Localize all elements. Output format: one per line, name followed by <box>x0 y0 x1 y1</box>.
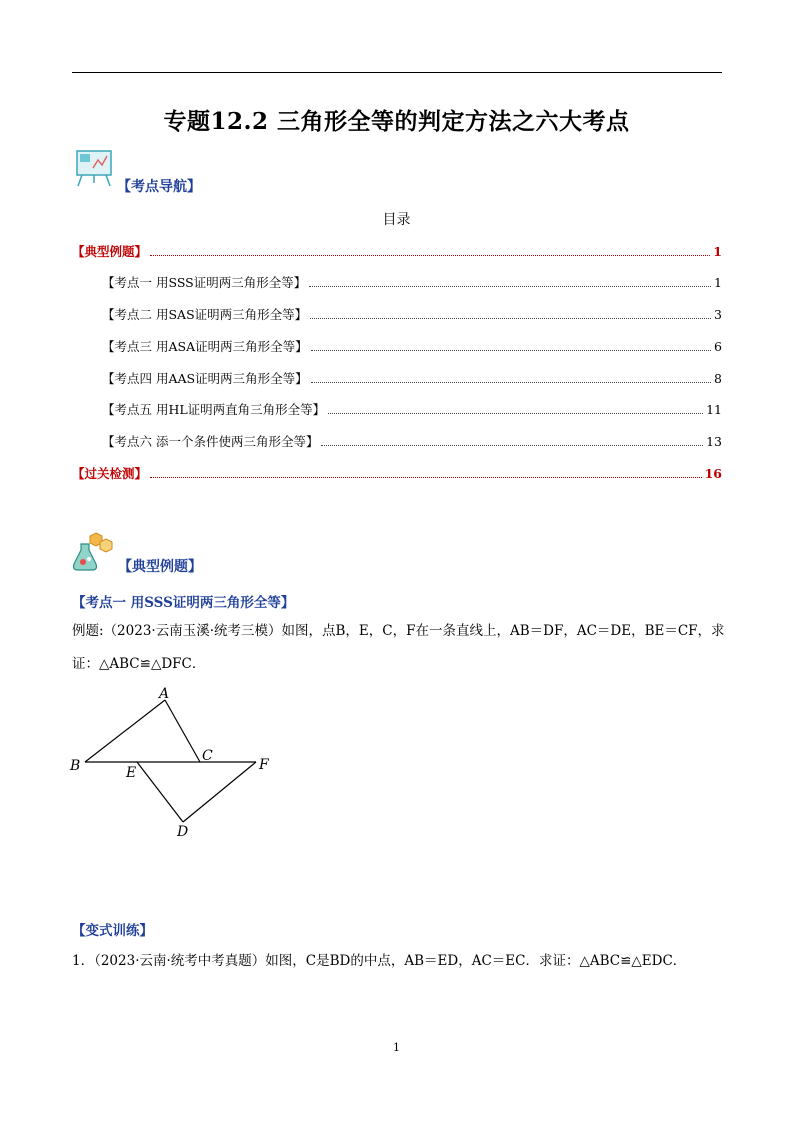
toc-entry-label: 【考点一 用SSS证明两三角形全等】 <box>102 275 307 290</box>
toc-entry-label: 【考点二 用SAS证明两三角形全等】 <box>102 307 308 322</box>
toc-title: 目录 <box>382 212 411 228</box>
toc-entry-page: 6 <box>714 339 722 354</box>
figure-label-d: D <box>177 824 189 840</box>
toc-entry-page: 1 <box>714 275 722 290</box>
flask-icon <box>72 530 116 574</box>
triangle-figure <box>66 682 286 842</box>
toc-leader <box>311 350 711 351</box>
figure-label-e: E <box>126 765 137 781</box>
variant-line-1: 1．（2023·云南·统考中考真题）如图，C是BD的中点，AB＝ED，AC＝EC．求证：△ABC≌△EDC． <box>72 953 687 969</box>
figure-label-c: C <box>202 748 213 764</box>
toc-entry[interactable] <box>72 242 722 260</box>
toc-entry-label: 【考点六 添一个条件使两三角形全等】 <box>102 434 319 449</box>
kaodian-heading: 【考点一 用SSS证明两三角形全等】 <box>72 595 295 611</box>
toc-leader <box>321 445 703 446</box>
toc-leader <box>150 477 702 478</box>
toc-leader <box>311 382 711 383</box>
toc-entry-label: 【考点五 用HL证明两直角三角形全等】 <box>102 402 326 417</box>
toc-entry[interactable] <box>72 464 722 482</box>
toc-entry-label: 【典型例题】 <box>72 244 148 259</box>
toc-entry-page: 1 <box>713 244 722 259</box>
toc-entry-page: 3 <box>714 307 722 322</box>
toc-leader <box>310 318 711 319</box>
toc-entry[interactable] <box>102 432 722 450</box>
example-line-1: 例题:（2023·云南玉溪·统考三模）如图，点B，E，C，F在一条直线上，AB＝DF，AC＝DE，BE＝CF，求 <box>72 623 725 639</box>
toc-entry-label: 【过关检测】 <box>72 466 148 481</box>
toc-leader <box>328 413 703 414</box>
presentation-board-icon <box>74 148 114 188</box>
toc-entry-label: 【考点三 用ASA证明两三角形全等】 <box>102 339 308 354</box>
nav-heading: 【考点导航】 <box>117 179 201 195</box>
toc-leader <box>150 255 710 256</box>
section-heading: 【典型例题】 <box>118 559 202 575</box>
toc-entry[interactable] <box>102 305 722 323</box>
toc-entry-page: 16 <box>704 466 722 481</box>
document-title: 专题12.2 三角形全等的判定方法之六大考点 <box>163 108 630 135</box>
figure-label-a: A <box>159 686 170 702</box>
toc-entry[interactable] <box>102 369 722 387</box>
figure-label-b: B <box>70 758 81 774</box>
toc-entry-page: 13 <box>706 434 722 449</box>
variant-heading: 【变式训练】 <box>72 923 153 939</box>
toc-leader <box>309 286 711 287</box>
header-rule <box>72 72 722 73</box>
toc-entry-page: 8 <box>714 371 722 386</box>
toc-entry[interactable] <box>102 273 722 291</box>
toc-entry[interactable] <box>102 400 722 418</box>
example-line-2: 证：△ABC≌△DFC． <box>72 656 206 672</box>
toc-entry-page: 11 <box>706 402 722 417</box>
page-number: 1 <box>393 1041 400 1054</box>
figure-label-f: F <box>259 757 269 773</box>
toc-entry-label: 【考点四 用AAS证明两三角形全等】 <box>102 371 308 386</box>
toc-entry[interactable] <box>102 337 722 355</box>
